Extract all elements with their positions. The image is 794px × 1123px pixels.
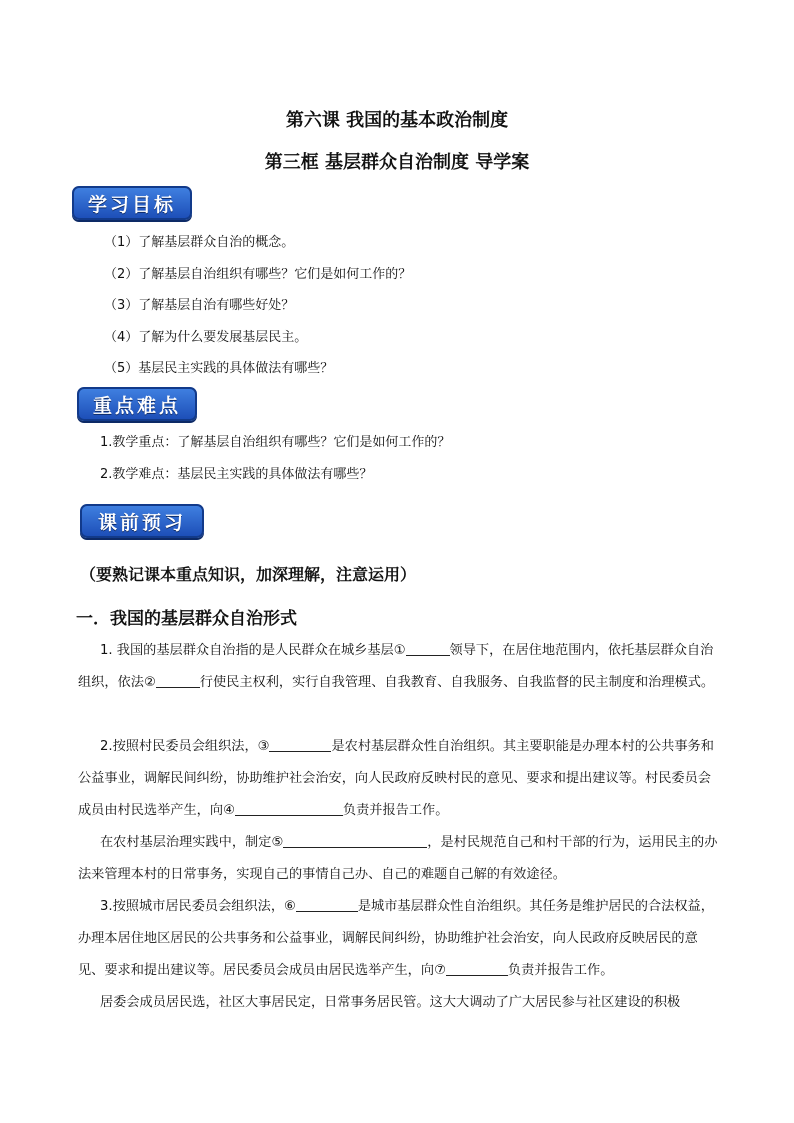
blank-1-line — [406, 641, 450, 656]
blank-3-marker: ③ — [257, 739, 270, 754]
blank-5-line — [283, 833, 427, 848]
blank-3-line — [269, 737, 331, 752]
preview-note: （要熟记课本重点知识，加深理解，注意运用） — [80, 565, 417, 584]
p4-text: 3.按照城市居民委员会组织法， — [100, 899, 285, 914]
section-heading: 一．我国的基层群众自治形式 — [76, 609, 297, 629]
blank-5-marker: ⑤ — [271, 835, 284, 850]
p2-text: 2.按照村民委员会组织法， — [100, 739, 258, 754]
objective-item: （4）了解为什么要发展基层民主。 — [104, 330, 308, 345]
lesson-title: 第六课 我国的基本政治制度 — [285, 110, 509, 131]
lesson-subtitle: 第三框 基层群众自治制度 导学案 — [264, 152, 530, 173]
blank-2-line — [156, 673, 200, 688]
p1-text: 领导下，在居住地范围内，依托基层群众自治组织，依法 — [78, 643, 714, 690]
objective-item: （5）基层民主实践的具体做法有哪些？ — [104, 361, 334, 376]
blank-6-marker: ⑥ — [284, 899, 296, 914]
paragraph-3 — [78, 827, 724, 891]
objective-item: （1）了解基层群众自治的概念。 — [104, 235, 295, 250]
badge-preview: 课前预习 — [80, 504, 204, 538]
blank-6-line — [296, 897, 358, 912]
blank-7-marker: ⑦ — [434, 963, 446, 978]
blank-4-line — [235, 801, 343, 816]
paragraph-4 — [78, 891, 724, 987]
p1-text: 行使民主权利，实行自我管理、自我教育、自我服务、自我监督的民主制度和治理模式。 — [199, 675, 715, 690]
p2-text: 负责并报告工作。 — [342, 803, 449, 818]
paragraph-2 — [78, 731, 724, 827]
blank-4-marker: ④ — [223, 803, 235, 818]
p1-text: 1. 我国的基层群众自治指的是人民群众在城乡基层 — [100, 643, 394, 658]
p4-text: 是城市基层群众性自治组织。其任务是维护居民的合法权益，办理本居住地区居民的公共事务和公益事业，调解民间纠纷，协助维护社会治安，向人民政府反映居民的意见、要求和提出建议等。居民委员会成员由居民选举产生，向 — [78, 899, 714, 978]
p2-text: 是农村基层群众性自治组织。其主要职能是办理本村的公共事务和公益事业，调解民间纠纷，协助维护社会治安，向人民政府反映村民的意见、要求和提出建议等。村民委员会成员由村民选举产生，向 — [78, 739, 714, 818]
badge-key-points: 重点难点 — [77, 387, 197, 421]
paragraph-1 — [78, 635, 724, 699]
p5-text: 居委会成员居民选，社区大事居民定，日常事务居民管。这大大调动了广大居民参与社区建设的积极 — [100, 995, 681, 1010]
blank-7-line — [446, 961, 508, 976]
blank-2-marker: ② — [143, 675, 156, 690]
p4-text: 负责并报告工作。 — [507, 963, 614, 978]
badge-objectives: 学习目标 — [72, 186, 192, 220]
key-point-item: 2.教学难点：基层民主实践的具体做法有哪些？ — [100, 467, 373, 482]
objective-item: （2）了解基层自治组织有哪些？它们是如何工作的？ — [104, 267, 412, 282]
p3-text: 在农村基层治理实践中，制定 — [100, 835, 272, 850]
p3-text: ，是村民规范自己和村干部的行为，运用民主的办法来管理本村的日常事务，实现自己的事情自己办、自己的难题自己解的有效途径。 — [78, 835, 718, 882]
key-point-item: 1.教学重点：了解基层自治组织有哪些？它们是如何工作的？ — [100, 435, 451, 450]
objective-item: （3）了解基层自治有哪些好处？ — [104, 298, 295, 313]
blank-1-marker: ① — [393, 643, 406, 658]
paragraph-5 — [78, 987, 724, 1019]
